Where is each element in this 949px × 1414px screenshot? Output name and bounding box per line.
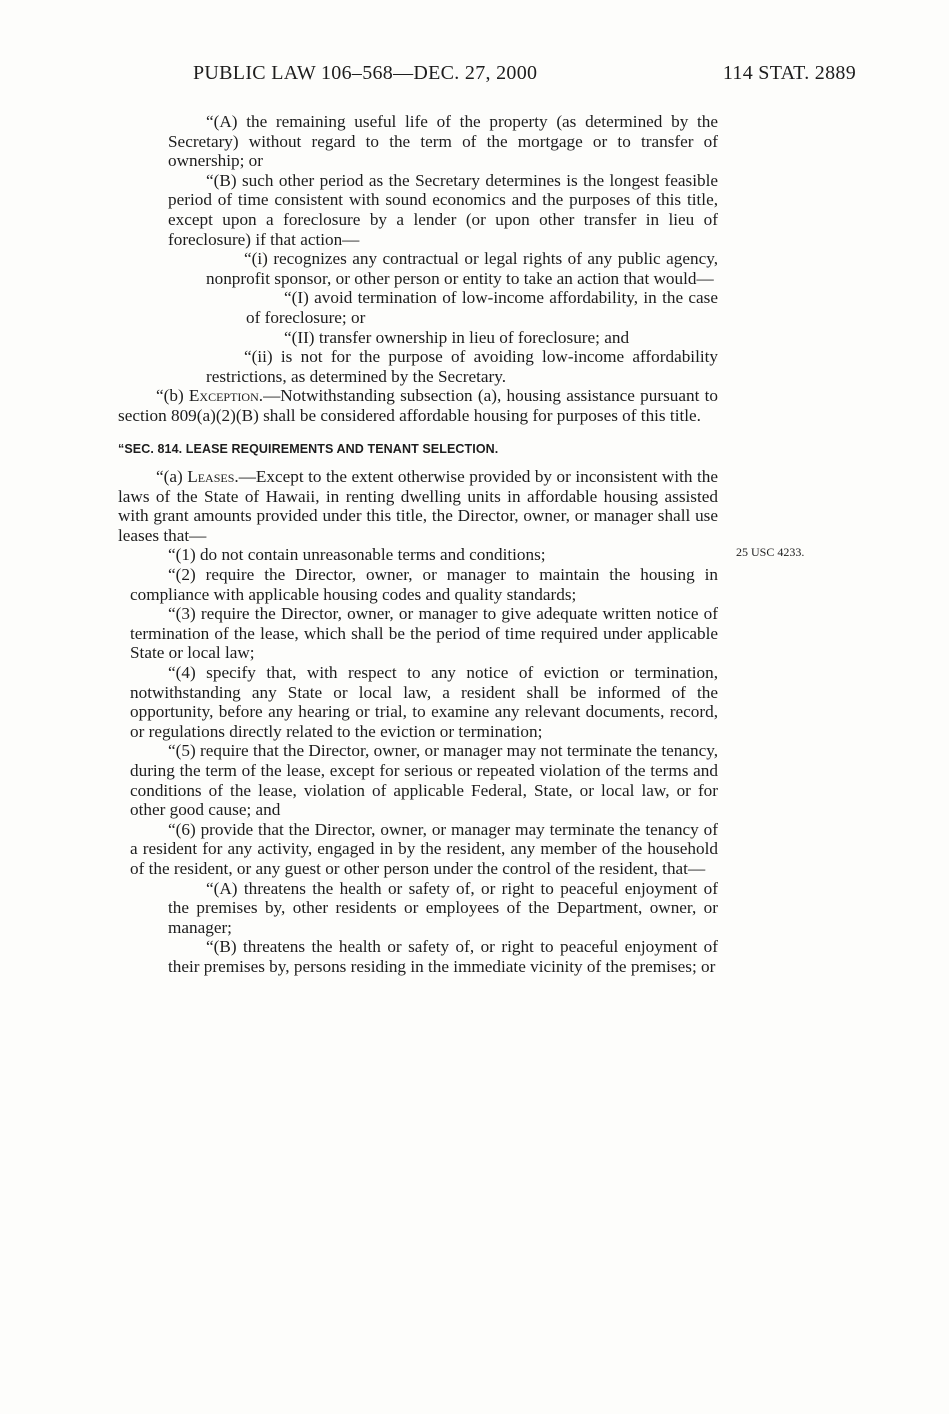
clause-b-other-period: “(B) such other period as the Secretary determines is the longest feasible period of time consistent with sound economics and the purposes of this title, except upon a foreclosure by a lender (or upon other transfer in lieu of foreclosure) if that action— — [168, 170, 718, 249]
subsection-b-heading: Exception — [188, 386, 259, 406]
subparagraph-A: “(A) threatens the health or safety of, or right to peaceful enjoyment of the premises by, other residents or employees of the Department, owner, or manager; — [168, 878, 718, 937]
subsection-a-label: “(a) — [156, 467, 188, 487]
statute-page-number: 114 STAT. 2889 — [722, 62, 856, 84]
subsection-b-text: .—Notwithstanding subsection (a), housing assistance pursuant to section 809(a)(2)(B) shall be considered affordable housing for purposes of this title. — [118, 386, 718, 425]
subsection-a-text: .—Except to the extent otherwise provided by or inconsistent with the laws of the State of Hawaii, in renting dwelling units in affordable housing assisted with grant amounts provided under this title, the Director, owner, or manager shall use leases that— — [118, 467, 718, 545]
subparagraph-B: “(B) threatens the health or safety of, or right to peaceful enjoyment of their premises by, persons residing in the immediate vicinity of the premises; or — [168, 937, 718, 976]
paragraph-2: “(2) require the Director, owner, or manager to maintain the housing in compliance with applicable housing codes and quality standards; — [130, 565, 718, 604]
margin-citation: 25 USC 4233. — [736, 545, 805, 559]
subsection-a-leases — [118, 467, 718, 545]
section-heading: “SEC. 814. LEASE REQUIREMENTS AND TENANT SELECTION. — [118, 441, 499, 456]
subsection-b-exception — [118, 386, 718, 425]
subsection-b-label: “(b) — [156, 386, 189, 406]
clause-ii-not-avoiding: “(ii) is not for the purpose of avoiding low-income affordability restrictions, as determined by the Secretary. — [206, 347, 718, 386]
clause-i-recognizes-rights: “(i) recognizes any contractual or legal rights of any public agency, nonprofit sponsor, or other person or entity to take an action that would— — [206, 249, 718, 288]
paragraph-6: “(6) provide that the Director, owner, or manager may terminate the tenancy of a resident for any activity, engaged in by the resident, any member of the household of the resident, or any guest or other person under the control of the resident, that— — [130, 819, 718, 878]
subsection-a-heading: Leases — [187, 467, 235, 487]
paragraph-1: “(1) do not contain unreasonable terms and conditions; — [168, 545, 546, 565]
paragraph-5: “(5) require that the Director, owner, or manager may not terminate the tenancy, during the term of the lease, except for serious or repeated violation of the terms and conditions of the lease, violation of applicable Federal, State, or local law, or for other good cause; and — [130, 741, 718, 820]
running-head-title: PUBLIC LAW 106–568—DEC. 27, 2000 — [193, 62, 538, 84]
paragraph-3: “(3) require the Director, owner, or manager to give adequate written notice of termination of the lease, which shall be the period of time required under applicable State or local law; — [130, 604, 718, 663]
clause-a-useful-life: “(A) the remaining useful life of the property (as determined by the Secretary) without regard to the term of the mortgage or to transfer of ownership; or — [168, 112, 718, 171]
clause-II-transfer-ownership: “(II) transfer ownership in lieu of foreclosure; and — [284, 327, 630, 347]
paragraph-4: “(4) specify that, with respect to any notice of eviction or termination, notwithstanding any State or local law, a resident shall be informed of the opportunity, before any hearing or trial, to examine any relevant documents, record, or regulations directly related to the eviction or termination; — [130, 663, 718, 741]
page-body — [118, 112, 718, 977]
clause-I-avoid-termination: “(I) avoid termination of low-income affordability, in the case of foreclosure; or — [246, 288, 718, 327]
page-header — [193, 62, 856, 88]
